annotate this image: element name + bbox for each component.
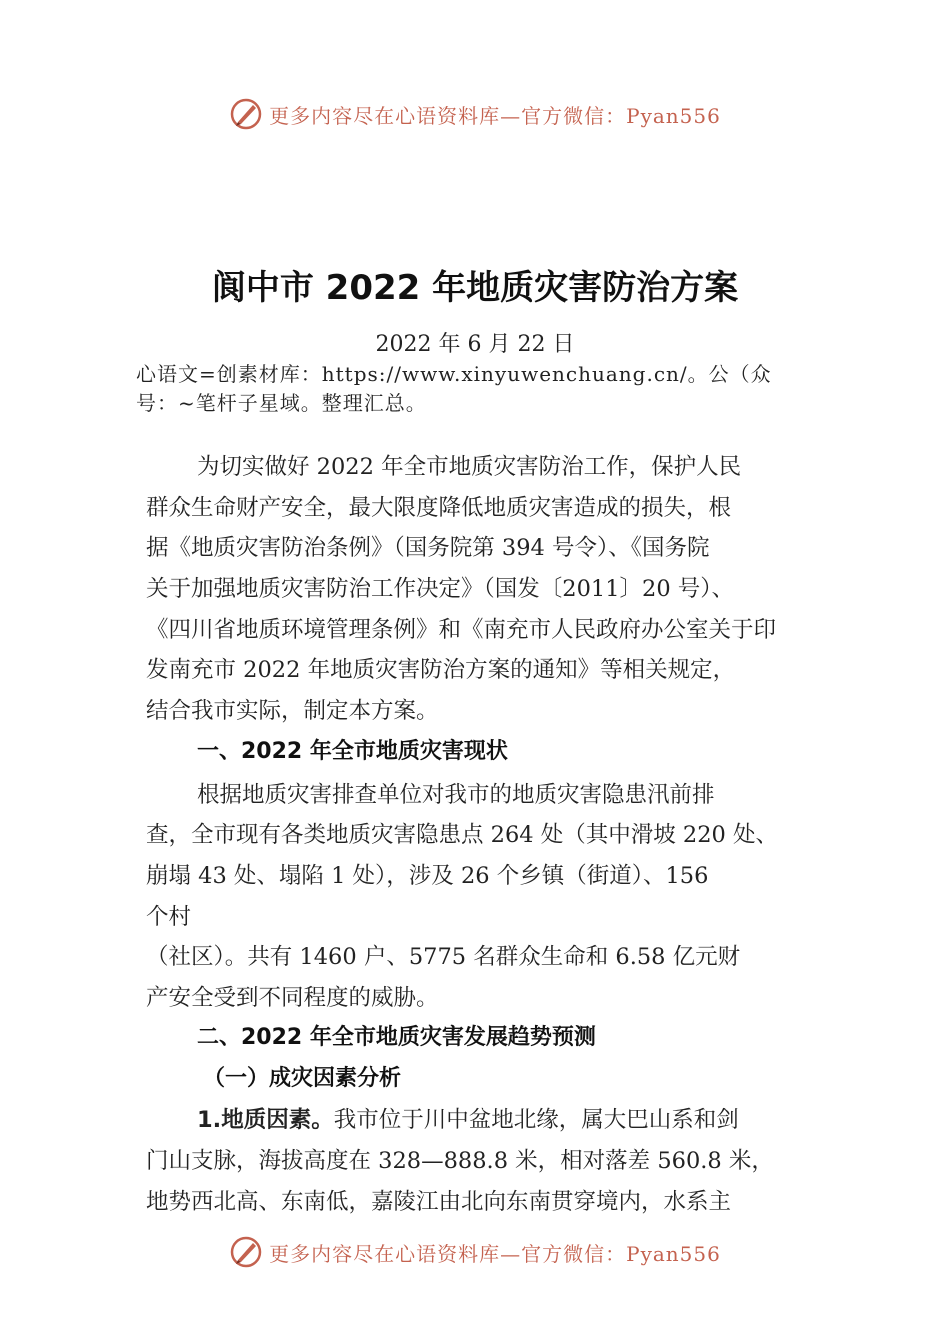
intro-line: 《四川省地质环境管理条例》和《南充市人民政府办公室关于印 [146,617,777,643]
item-1-lead: 1.地质因素。 [197,1107,334,1133]
intro-line: 关于加强地质灾害防治工作决定》（国发〔2011〕20 号）、 [146,576,735,602]
section-2-heading: 二、2022 年全市地质灾害发展趋势预测 [197,1025,596,1050]
source-note-line-2: 号：~笔杆子星域。整理汇总。 [136,391,427,415]
section-1-line: 根据地质灾害排查单位对我市的地质灾害隐患汛前排 [197,782,715,808]
document-title: 阆中市 2022 年地质灾害防治方案 [211,268,739,308]
pen-circle-logo-icon [229,97,263,131]
section-1-line: 产安全受到不同程度的威胁。 [146,985,439,1011]
section-1-heading: 一、2022 年全市地质灾害现状 [197,739,508,764]
document-date: 2022 年 6 月 22 日 [375,332,575,357]
intro-line: 群众生命财产安全，最大限度降低地质灾害造成的损失，根 [146,495,732,521]
intro-line: 为切实做好 2022 年全市地质灾害防治工作，保护人民 [197,454,742,480]
pen-circle-logo-icon [229,1235,263,1269]
source-note-line-1: 心语文=创素材库：https://www.xinyuwenchuang.cn/。公（众 [136,362,772,386]
header-banner [0,94,950,134]
section-2-item-1-line [197,1102,739,1134]
section-2-sub-heading: （一）成灾因素分析 [203,1066,402,1091]
intro-line: 结合我市实际，制定本方案。 [146,698,439,724]
footer-banner [0,1232,950,1272]
intro-line: 据《地质灾害防治条例》（国务院第 394 号令）、《国务院 [146,535,710,561]
section-2-item-1-line: 门山支脉，海拔高度在 328—888.8 米，相对落差 560.8 米， [146,1148,774,1174]
section-2-item-1-line: 地势西北高、东南低，嘉陵江由北向东南贯穿境内，水系主 [146,1189,732,1215]
banner-text: 更多内容尽在心语资料库—官方微信：Pyan556 [269,103,721,128]
section-1-line: 查，全市现有各类地质灾害隐患点 264 处（其中滑坡 220 处、 [146,822,779,848]
intro-line: 发南充市 2022 年地质灾害防治方案的通知》等相关规定， [146,657,736,683]
item-1-first-text: 我市位于川中盆地北缘，属大巴山系和剑 [333,1107,739,1133]
section-1-line: 个村 [146,904,192,930]
section-1-line: 崩塌 43 处、塌陷 1 处），涉及 26 个乡镇（街道）、156 [146,863,709,889]
banner-text: 更多内容尽在心语资料库—官方微信：Pyan556 [269,1241,721,1266]
section-1-line: （社区）。共有 1460 户、5775 名群众生命和 6.58 亿元财 [146,944,741,970]
